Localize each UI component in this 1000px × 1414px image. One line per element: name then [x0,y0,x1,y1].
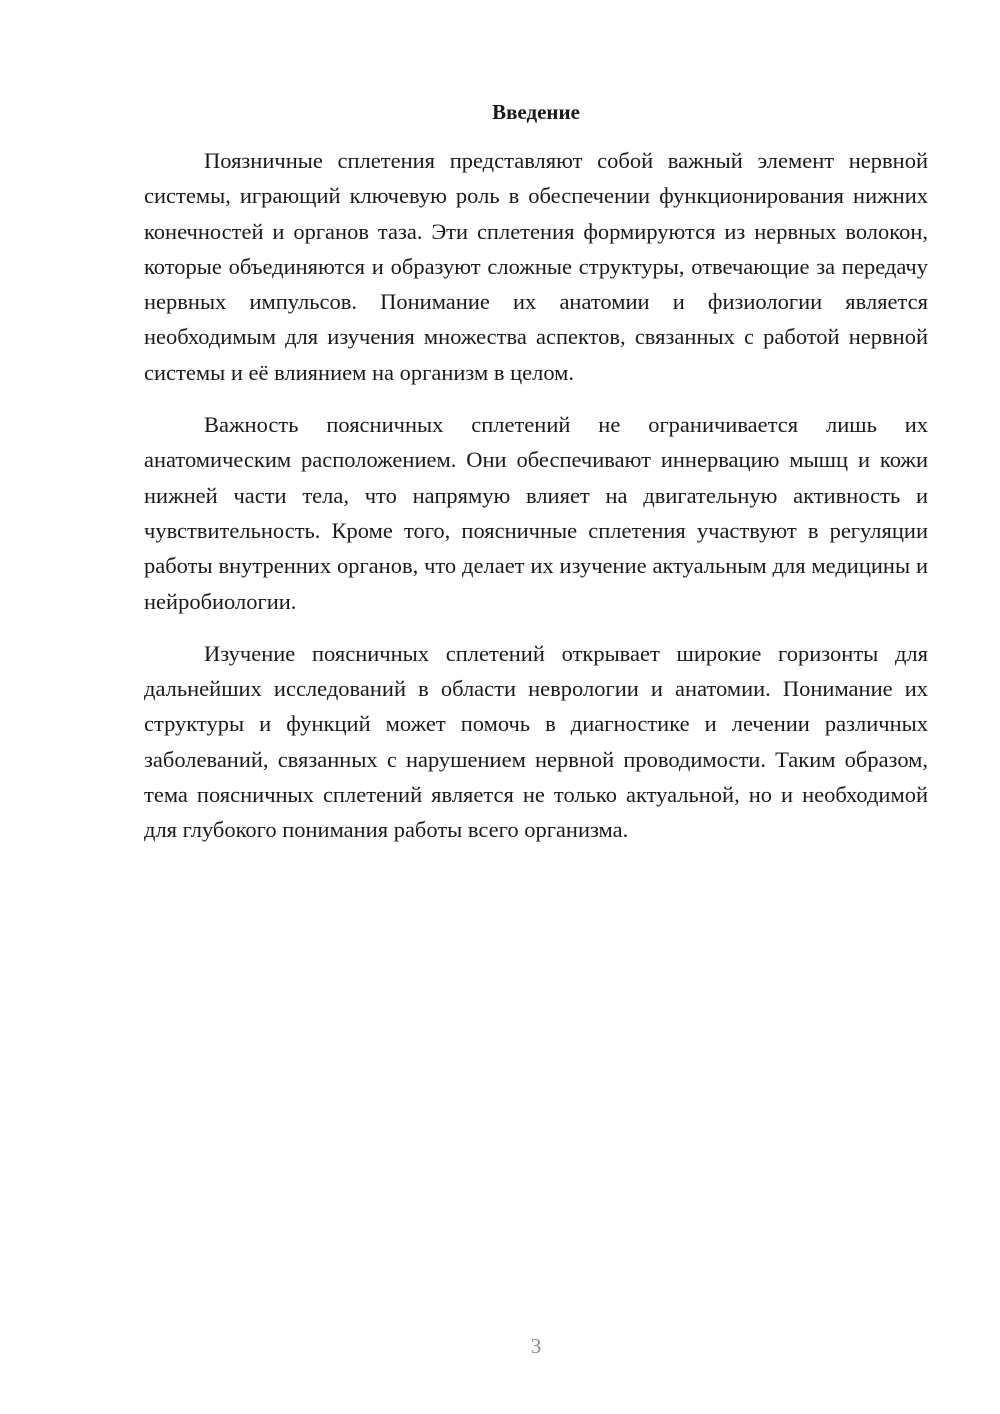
paragraph-1: Поязничные сплетения представляют собой важный элемент нервной системы, играющий ключевую роль в обеспечении функционирования нижних конечностей и органов таза. Эти сплетения формируются из нервных волокон, которые объединяются и образуют сложные структуры, отвечающие за передачу нервных импульсов. Понимание их анатомии и физиологии является необходимым для изучения множества аспектов, связанных с работой нервной системы и её влиянием на организм в целом. [144,148,928,385]
paragraph-3: Изучение поясничных сплетений открывает широкие горизонты для дальнейших исследований в области неврологии и анатомии. Понимание их структуры и функций может помочь в диагностике и лечении различных заболеваний, связанных с нарушением нервной проводимости. Таким образом, тема поясничных сплетений является не только актуальной, но и необходимой для глубокого понимания работы всего организма. [144,640,928,843]
section-heading: Введение [492,100,580,124]
page-number: 3 [530,1334,542,1358]
page-body [144,97,928,865]
paragraph-2: Важность поясничных сплетений не ограничивается лишь их анатомическим расположением. Они обеспечивают иннервацию мышц и кожи нижней части тела, что напрямую влияет на двигательную активность и чувствительность. Кроме того, поясничные сплетения участвуют в регуляции работы внутренних органов, что делает их изучение актуальным для медицины и нейробиологии. [144,412,928,614]
